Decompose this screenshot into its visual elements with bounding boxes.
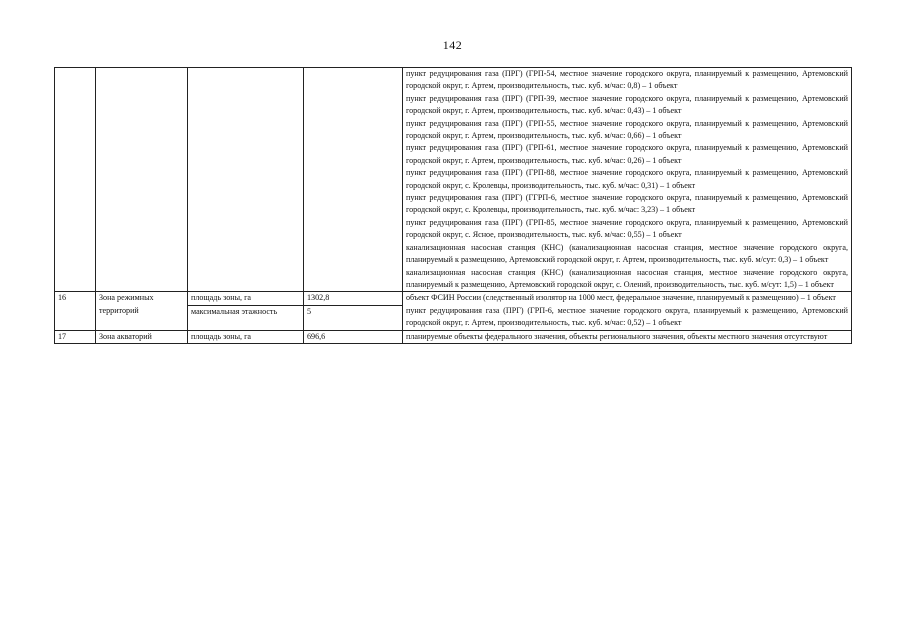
table-row-17 — [55, 330, 852, 343]
page-number: 142 — [442, 38, 463, 52]
object-entry: пункт редуцирования газа (ПРГ) (ГРП-88, местное значение городского округа, планируемый к размещению, Артемовский городской округ, с. Кролевцы, производительность, тыс. куб. м/час: 0,31) – 1 объект — [406, 168, 848, 190]
object-entry: канализационная насосная станция (КНС) (канализационная насосная станция, местное значение городского округа, планируемый к размещению, Артемовский городской округ, г. Артем, производительность, тыс. куб. м/сут: 0,3) – 1 объект — [406, 242, 848, 265]
cell-param-value: 696,6 — [304, 330, 403, 343]
cell-param-name — [188, 68, 304, 292]
cell-objects — [403, 68, 852, 292]
object-entry: пункт редуцирования газа (ПРГ) (ГРП-54, местное значение городского округа, планируемый к размещению, Артемовский городской округ, г. Артем, производительность, тыс. куб. м/час: 0,8) – 1 объект — [406, 69, 848, 91]
object-entry: пункт редуцирования газа (ПРГ) (ГРП-55, местное значение городского округа, планируемый к размещению, Артемовский городской округ, г. Артем, производительность, тыс. куб. м/час: 0,66) – 1 объект — [406, 118, 848, 141]
cell-zone: Зона акваторий — [96, 330, 188, 343]
object-entry: планируемые объекты федерального значения, объекты регионального значения, объекты местного значения отсутствуют — [406, 331, 828, 341]
param-value: 1302,8 — [307, 293, 330, 303]
cell-number — [55, 68, 96, 292]
cell-param-name: площадь зоны, га — [188, 330, 304, 343]
object-entry: пункт редуцирования газа (ПРГ) (ГРП-85, местное значение городского округа, планируемый к размещению, Артемовский городской округ, с. Ясное, производительность, тыс. куб. м/час: 0,55) – 1 объект — [406, 217, 848, 240]
table-row-continuation — [55, 68, 852, 292]
param-value: 5 — [304, 305, 402, 318]
cell-zone: Зона режимных территорий — [96, 292, 188, 330]
cell-objects — [403, 330, 852, 343]
table-row-16 — [55, 292, 852, 330]
cell-zone — [96, 68, 188, 292]
param-name: максимальная этажность — [188, 305, 303, 318]
object-entry: пункт редуцирования газа (ПРГ) (ГРП-39, местное значение городского округа, планируемый к размещению, Артемовский городской округ, г. Артем, производительность, тыс. куб. м/час: 0,43) – 1 объект — [406, 93, 848, 116]
object-entry: канализационная насосная станция (КНС) (канализационная насосная станция, местное значение городского округа, планируемый к размещению, Артемовский городской округ, с. Олений, производительность, тыс. куб. м/сут: 1,5) – 1 объект — [406, 267, 848, 289]
cell-number: 17 — [55, 330, 96, 343]
cell-param-value — [304, 292, 403, 330]
object-entry: объект ФСИН России (следственный изолятор на 1000 мест, федеральное значение, планируемый к размещению) – 1 объект — [406, 293, 836, 303]
cell-objects — [403, 292, 852, 330]
cell-number: 16 — [55, 292, 96, 330]
cell-param-value — [304, 68, 403, 292]
object-entry: пункт редуцирования газа (ПРГ) (ГРП-61, местное значение городского округа, планируемый к размещению, Артемовский городской округ, г. Артем, производительность, тыс. куб. м/час: 0,26) – 1 объект — [406, 143, 848, 165]
cell-param-name — [188, 292, 304, 330]
planning-objects-table — [54, 67, 852, 344]
param-name: площадь зоны, га — [191, 293, 251, 303]
object-entry: пункт редуцирования газа (ПРГ) (ГРП-6, местное значение городского округа, планируемый к размещению, Артемовский городской округ, г. Артем, производительность, тыс. куб. м/час: 0,52) – 1 объект — [406, 305, 848, 328]
object-entry: пункт редуцирования газа (ПРГ) (ГГРП-6, местное значение городского округа, планируемый к размещению, Артемовский городской округ, с. Кролевцы, производительность, тыс. куб. м/час: 3,23) – 1 объект — [406, 193, 848, 215]
